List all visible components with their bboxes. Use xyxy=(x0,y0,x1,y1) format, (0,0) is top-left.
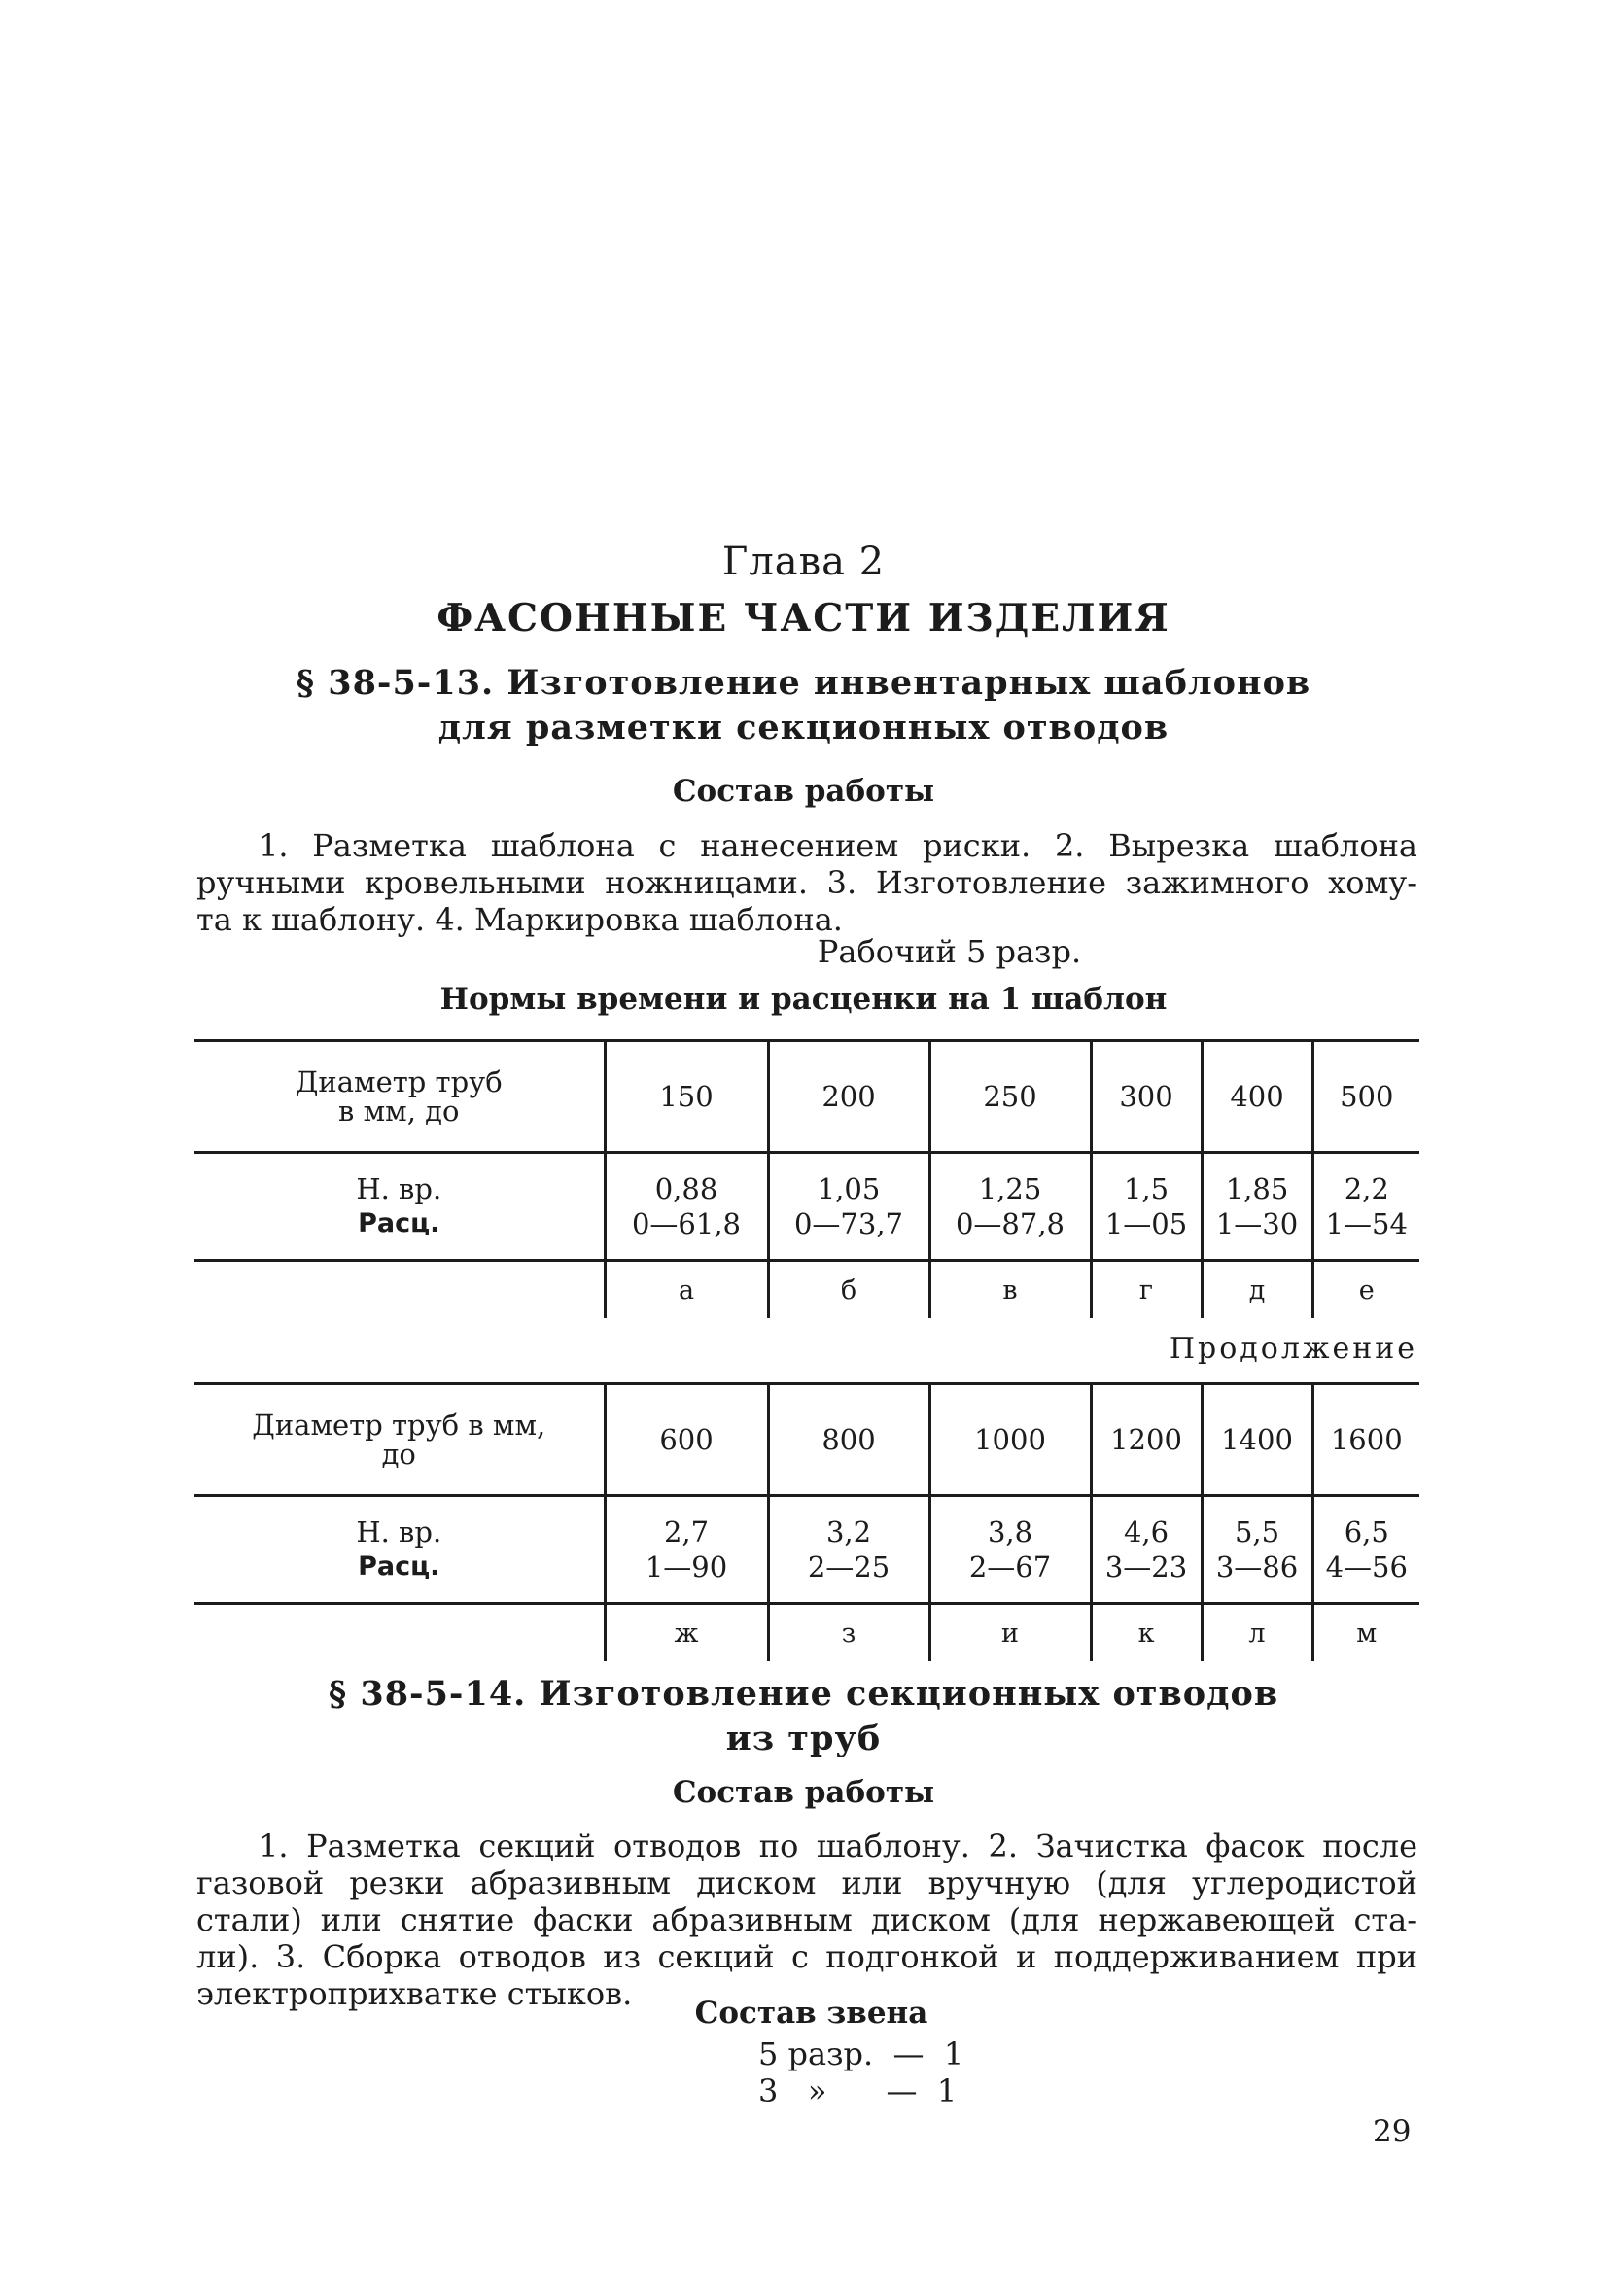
letter-cell: ж xyxy=(605,1604,768,1662)
norms-table-2 xyxy=(194,1382,1419,1661)
diameter-cell: 1200 xyxy=(1091,1384,1202,1496)
work-line: газовой резки абразивным диском или вручную (для углеродистой xyxy=(196,1864,1417,1901)
value-cell: 3,8 2—67 xyxy=(929,1496,1091,1604)
norms-table-1 xyxy=(194,1039,1419,1318)
norms-title: Нормы времени и расценки на 1 шаблон xyxy=(439,982,1168,1017)
work-line: стали) или снятие фаски абразивным диском (для нержавеющей ста- xyxy=(196,1901,1417,1938)
section2-work-text xyxy=(196,1827,1417,2012)
value-cell: 3,2 2—25 xyxy=(768,1496,929,1604)
section2-title-line1: § 38-5-14. Изготовление секционных отводов xyxy=(328,1674,1279,1714)
value-cell: 2,2 1—54 xyxy=(1312,1153,1419,1261)
section2-title xyxy=(0,1672,1607,1761)
section1-title xyxy=(0,661,1607,750)
work-line: 1. Разметка шаблона с нанесением риски. 2. Вырезка шаблона xyxy=(259,827,1417,864)
crew-grade: 5 разр. xyxy=(758,2035,874,2072)
diameter-cell: 150 xyxy=(605,1041,768,1153)
crew-grade: 3 » xyxy=(758,2072,827,2109)
diameter-label: Диаметр труб в мм, до xyxy=(194,1384,605,1496)
crew-dash: — xyxy=(886,2072,918,2109)
letter-cell: м xyxy=(1312,1604,1419,1662)
crew-dash: — xyxy=(892,2035,925,2072)
crew-count: 1 xyxy=(943,2035,964,2072)
section1-work-text xyxy=(196,827,1417,938)
value-cell: 5,5 3—86 xyxy=(1202,1496,1312,1604)
diameter-cell: 300 xyxy=(1091,1041,1202,1153)
diameter-cell: 1600 xyxy=(1312,1384,1419,1496)
diameter-cell: 1400 xyxy=(1202,1384,1312,1496)
letter-cell: в xyxy=(929,1261,1091,1319)
value-cell: 1,85 1—30 xyxy=(1202,1153,1312,1261)
value-cell: 2,7 1—90 xyxy=(605,1496,768,1604)
values-row xyxy=(194,1496,1419,1604)
crew-count: 1 xyxy=(936,2072,958,2109)
diameter-cell: 600 xyxy=(605,1384,768,1496)
work-line: ручными кровельными ножницами. 3. Изготовление зажимного хому- xyxy=(196,864,1417,901)
letter-cell: л xyxy=(1202,1604,1312,1662)
diameter-label: Диаметр труб в мм, до xyxy=(194,1041,605,1153)
letters-row xyxy=(194,1261,1419,1319)
work-line: электроприхватке стыков. xyxy=(196,1975,633,2012)
section1-title-line1: § 38-5-13. Изготовление инвентарных шаблонов xyxy=(296,663,1311,703)
values-label: Н. вр. Расц. xyxy=(194,1496,605,1604)
part-title: ФАСОННЫЕ ЧАСТИ ИЗДЕЛИЯ xyxy=(437,596,1170,641)
value-cell: 6,5 4—56 xyxy=(1312,1496,1419,1604)
diameter-row xyxy=(194,1041,1419,1153)
value-cell: 0,88 0—61,8 xyxy=(605,1153,768,1261)
letter-cell: и xyxy=(929,1604,1091,1662)
value-cell: 4,6 3—23 xyxy=(1091,1496,1202,1604)
letter-cell: г xyxy=(1091,1261,1202,1319)
value-cell: 1,05 0—73,7 xyxy=(768,1153,929,1261)
diameter-cell: 800 xyxy=(768,1384,929,1496)
letter-cell: з xyxy=(768,1604,929,1662)
letter-cell: б xyxy=(768,1261,929,1319)
letter-cell: д xyxy=(1202,1261,1312,1319)
value-cell: 1,25 0—87,8 xyxy=(929,1153,1091,1261)
work-line: та к шаблону. 4. Маркировка шаблона. xyxy=(196,901,843,938)
continued-label: Продолжение xyxy=(1169,1332,1417,1366)
work-line: ли). 3. Сборка отводов из секций с подгонкой и поддерживанием при xyxy=(196,1938,1417,1975)
crew-heading: Состав звена xyxy=(694,1996,928,2031)
section2-title-line2: из труб xyxy=(725,1719,882,1758)
page-number: 29 xyxy=(1373,2114,1412,2149)
letter-cell: е xyxy=(1312,1261,1419,1319)
values-row xyxy=(194,1153,1419,1261)
crew-row xyxy=(758,2035,963,2072)
section1-work-heading: Состав работы xyxy=(672,774,935,809)
diameter-cell: 400 xyxy=(1202,1041,1312,1153)
worker-grade: Рабочий 5 разр. xyxy=(817,933,1082,970)
values-label: Н. вр. Расц. xyxy=(194,1153,605,1261)
diameter-row xyxy=(194,1384,1419,1496)
chapter-heading: Глава 2 xyxy=(721,539,886,584)
diameter-cell: 200 xyxy=(768,1041,929,1153)
section2-work-heading: Состав работы xyxy=(672,1775,935,1810)
diameter-cell: 1000 xyxy=(929,1384,1091,1496)
letter-cell: к xyxy=(1091,1604,1202,1662)
value-cell: 1,5 1—05 xyxy=(1091,1153,1202,1261)
diameter-cell: 250 xyxy=(929,1041,1091,1153)
diameter-cell: 500 xyxy=(1312,1041,1419,1153)
letter-cell: а xyxy=(605,1261,768,1319)
crew-row xyxy=(758,2072,957,2109)
section1-title-line2: для разметки секционных отводов xyxy=(437,708,1170,748)
letters-row xyxy=(194,1604,1419,1662)
work-line: 1. Разметка секций отводов по шаблону. 2. Зачистка фасок после xyxy=(259,1827,1417,1864)
